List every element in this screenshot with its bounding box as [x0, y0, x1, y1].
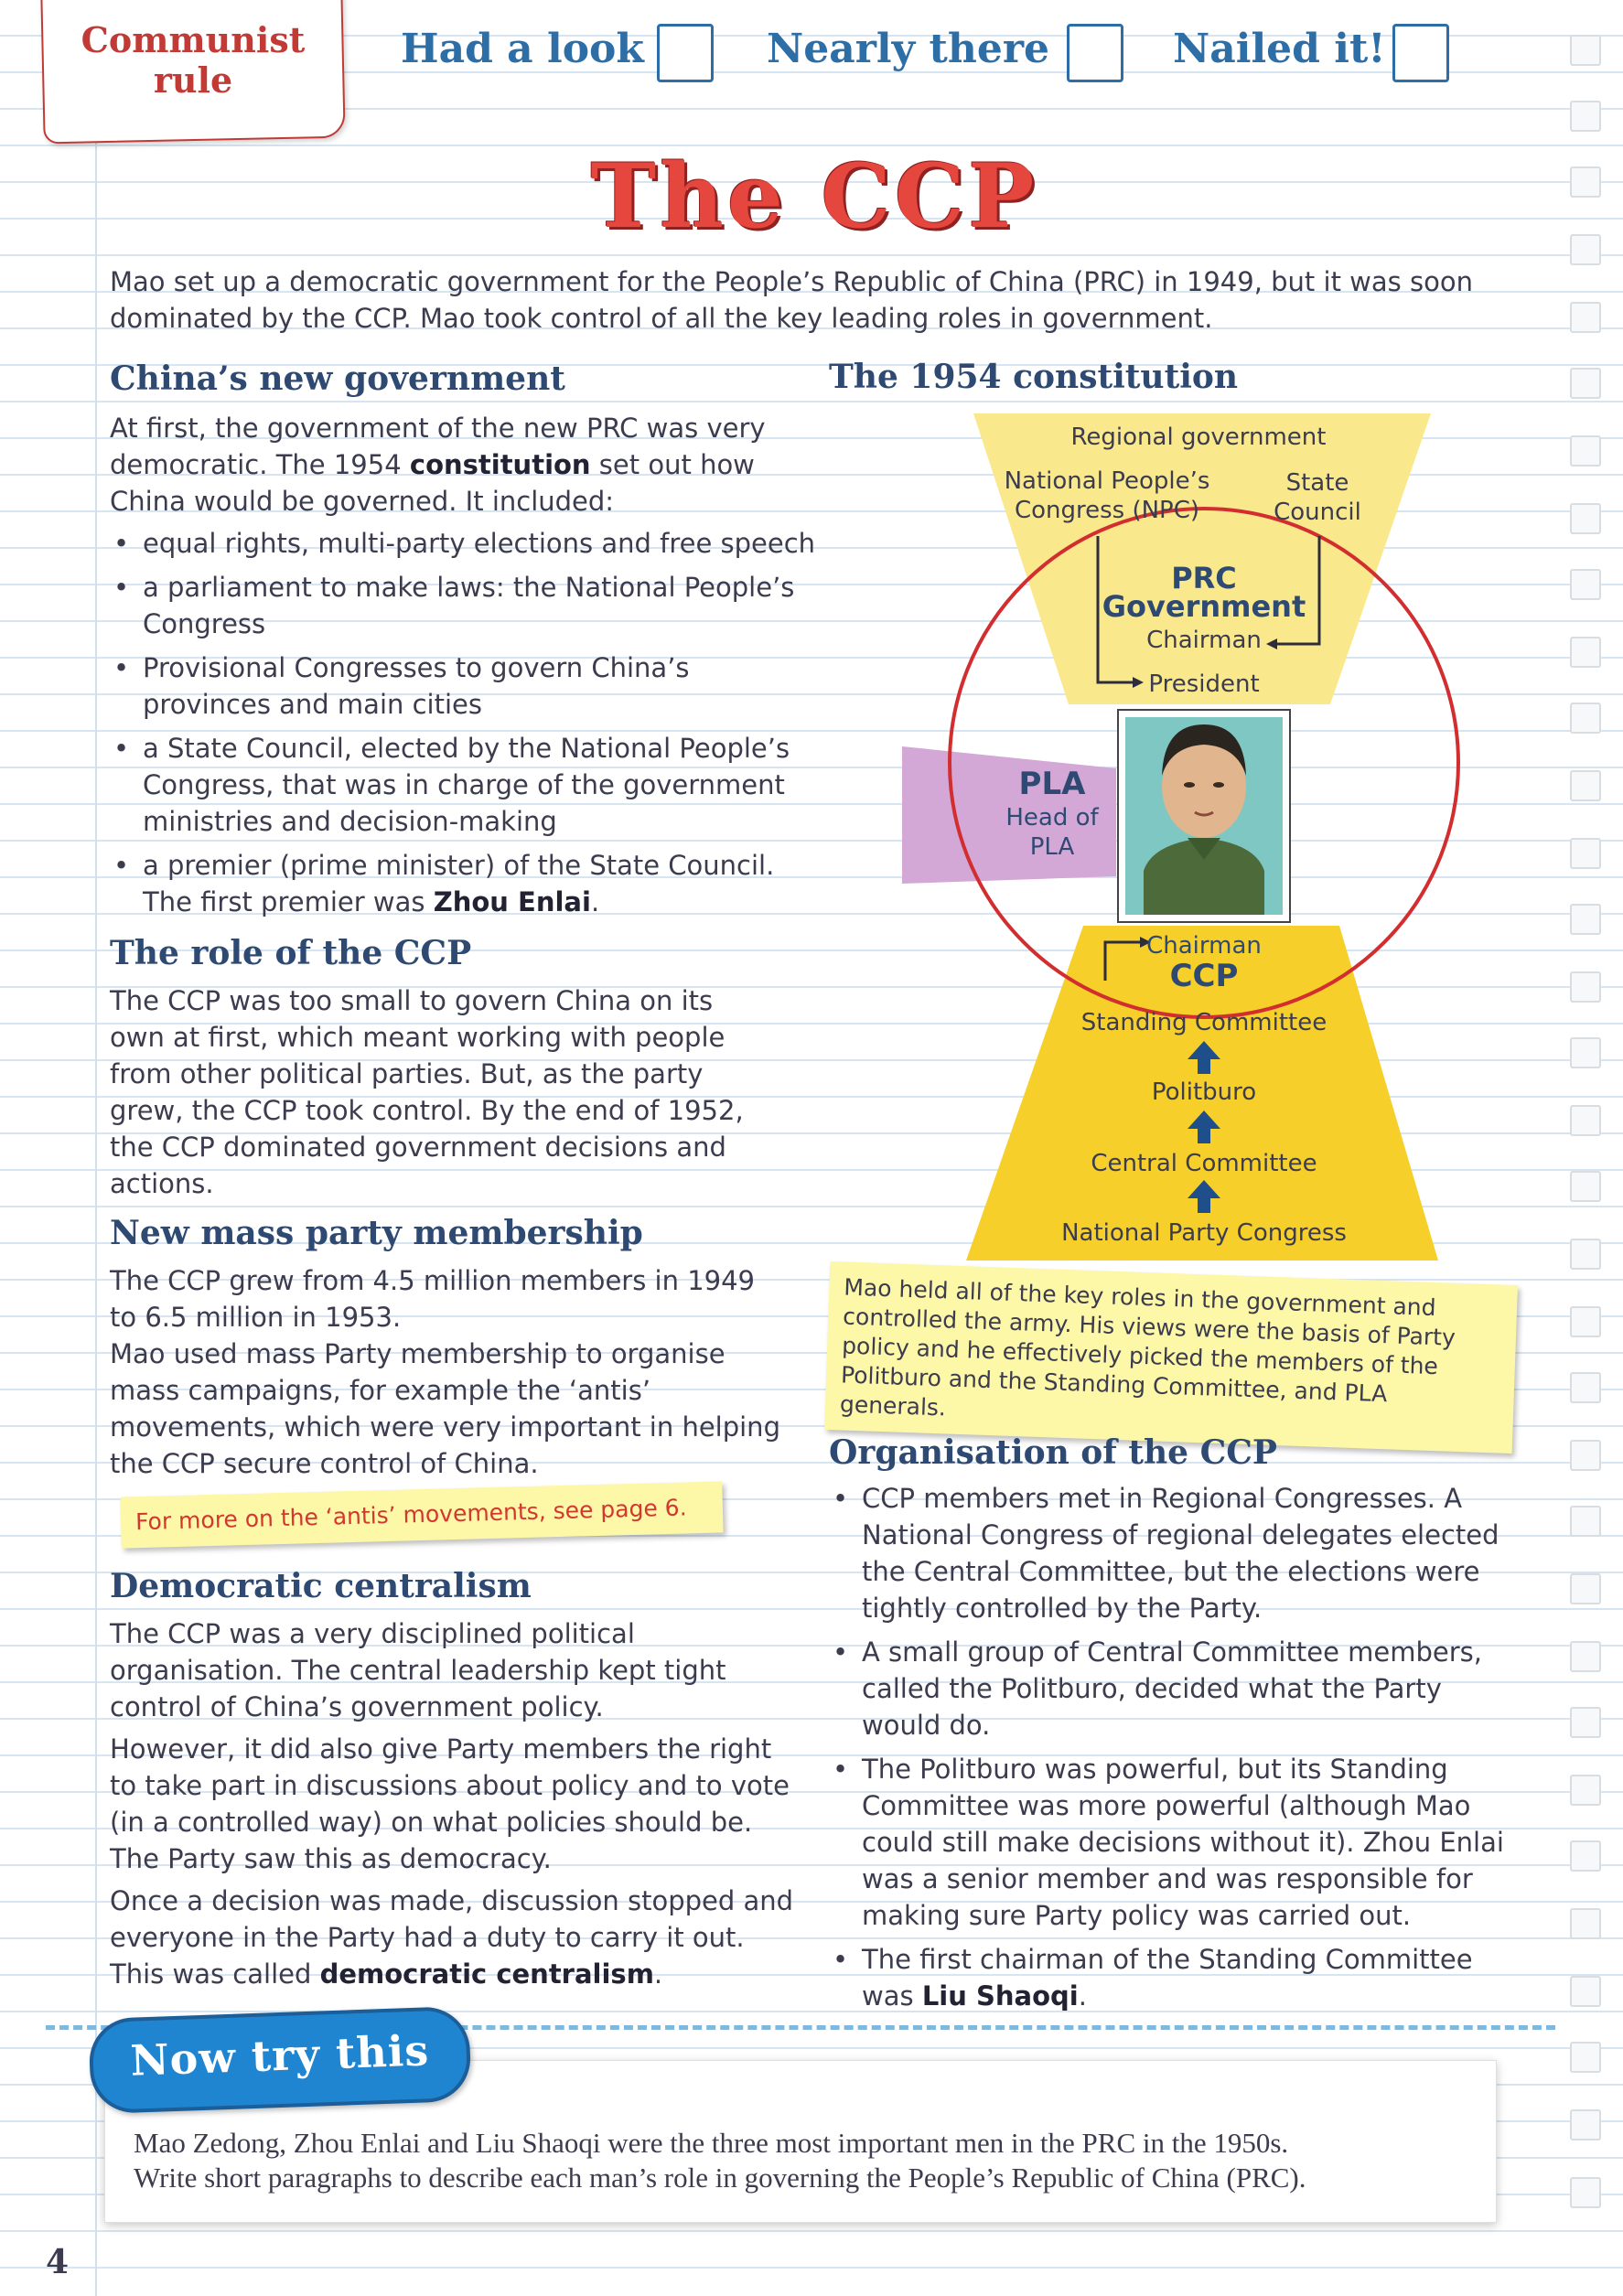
- role-of-ccp-text: The CCP was too small to govern China on its own at first, which meant working with people from other political parties. But, as the party grew, the CCP took control. By the end of 1952, the CCP dominated government decisions and actions.: [110, 985, 744, 1199]
- had-a-look-label: Had a look: [401, 26, 644, 72]
- mass-membership-para1: The CCP grew from 4.5 million members in 1949 to 6.5 million in 1953.: [110, 1265, 755, 1333]
- edge-box: [1570, 35, 1601, 66]
- new-government-intro: [110, 410, 823, 520]
- intro-paragraph: Mao set up a democratic government for the People’s Republic of China (PRC) in 1949, but it was soon dominated by the CCP. Mao took control of all the key leading roles in government.: [110, 266, 1473, 334]
- term-constitution: constitution: [409, 449, 591, 480]
- edge-box: [1570, 503, 1601, 534]
- edge-box: [1570, 234, 1601, 265]
- cross-reference-text: For more on the ‘antis’ movements, see page 6.: [134, 1494, 687, 1536]
- government-trapezoid: [973, 413, 1431, 704]
- label-central-committee: Central Committee: [1091, 1150, 1317, 1177]
- edge-box: [1570, 637, 1601, 668]
- edge-box: [1570, 435, 1601, 467]
- mass-membership-para2: Mao used mass Party membership to organise mass campaigns, for example the ‘antis’ movements, which were very important in helping the CCP secure control of China.: [110, 1338, 780, 1479]
- label-standing-committee: Standing Committee: [1080, 1009, 1327, 1036]
- now-try-this-label: Now try this: [129, 2025, 430, 2086]
- topic-tab-label: [42, 20, 344, 101]
- edge-box: [1570, 1707, 1601, 1738]
- topic-tab-line1: Communist: [81, 19, 306, 60]
- edge-box: [1570, 904, 1601, 935]
- list-item: [829, 1941, 1524, 2014]
- list-item: [110, 847, 823, 920]
- page-number: 4: [46, 2243, 70, 2281]
- now-try-this-text: [134, 2126, 1469, 2195]
- label-prc: PRC: [1171, 561, 1237, 595]
- portrait-mao-image: [1125, 717, 1283, 915]
- now-try-line2: Write short paragraphs to describe each man’s role in governing the People’s Republic of China (PRC).: [134, 2162, 1306, 2194]
- list-item: • CCP members met in Regional Congresses. A National Congress of regional delegates elected the Central Committee, but the elections were tightly controlled by the Party.: [829, 1480, 1524, 1626]
- label-npc: National People’s Congress (NPC): [1004, 467, 1210, 524]
- edge-box: [1570, 2177, 1601, 2208]
- text-span: .: [653, 1958, 663, 1990]
- text-span: a premier (prime minister) of the State Council. The first premier was: [143, 850, 775, 917]
- edge-box: [1570, 1506, 1601, 1537]
- now-try-this-badge: [88, 2006, 471, 2114]
- label-politburo: Politburo: [1151, 1078, 1257, 1106]
- edge-box: [1570, 2042, 1601, 2073]
- term-democratic-centralism: democratic centralism: [319, 1958, 654, 1990]
- label-regional-government: Regional government: [1070, 424, 1327, 451]
- organisation-bullet-list: [829, 1480, 1524, 2014]
- label-chairman-ccp: Chairman: [1146, 932, 1262, 960]
- edge-box: [1570, 838, 1601, 869]
- edge-box: [1570, 302, 1601, 333]
- constitution-bullet-list: [110, 525, 823, 920]
- nearly-there-checkbox[interactable]: [1067, 24, 1123, 82]
- edge-box: [1570, 2109, 1601, 2140]
- term-zhou-enlai: Zhou Enlai: [433, 886, 591, 917]
- text-span: .: [1078, 1980, 1087, 2012]
- label-ccp: CCP: [1169, 958, 1239, 994]
- margin-line: [95, 0, 97, 2296]
- text-span: .: [590, 886, 600, 917]
- list-item: • a State Council, elected by the National People’s Congress, that was in charge of the government ministries and decision-making: [110, 730, 823, 840]
- label-president: President: [1148, 671, 1260, 698]
- now-try-line1: Mao Zedong, Zhou Enlai and Liu Shaoqi were the three most important men in the PRC in the 1950s.: [134, 2127, 1289, 2159]
- edge-box: [1570, 1171, 1601, 1202]
- edge-box: [1570, 770, 1601, 801]
- mass-membership-text: [110, 1262, 787, 1482]
- nearly-there-label: Nearly there: [767, 26, 1049, 72]
- label-head-of-pla: Head of PLA: [1005, 804, 1099, 861]
- list-item: • A small group of Central Committee members, called the Politburo, decided what the Party would do.: [829, 1634, 1524, 1743]
- edge-box: [1570, 1306, 1601, 1337]
- heading-mass-membership: New mass party membership: [110, 1214, 643, 1252]
- edge-box: [1570, 101, 1601, 132]
- list-item: • equal rights, multi-party elections and free speech: [110, 525, 823, 562]
- edge-box: [1570, 1105, 1601, 1136]
- heading-1954-constitution: The 1954 constitution: [829, 358, 1239, 396]
- new-government-section: [110, 410, 823, 928]
- democratic-centralism-para3: [110, 1883, 805, 1992]
- edge-box: [1570, 1976, 1601, 2007]
- label-state-council: State Council: [1274, 469, 1361, 526]
- edge-box: [1570, 1239, 1601, 1270]
- democratic-centralism-text: [110, 1615, 805, 1992]
- nailed-it-checkbox[interactable]: [1392, 24, 1449, 82]
- edge-box: [1570, 1573, 1601, 1604]
- edge-box: [1570, 1840, 1601, 1872]
- text-span: Once a decision was made, discussion stopped and everyone in the Party had a duty to carry it out. This was called: [110, 1885, 794, 1990]
- list-item: • Provisional Congresses to govern China’s provinces and main cities: [110, 649, 823, 723]
- nailed-it-label: Nailed it!: [1173, 26, 1386, 72]
- heading-democratic-centralism: Democratic centralism: [110, 1567, 532, 1605]
- edge-box: [1570, 1440, 1601, 1471]
- edge-box: [1570, 368, 1601, 399]
- organisation-section: [829, 1480, 1524, 2022]
- label-prc-government: Government: [1102, 589, 1306, 624]
- list-item: • The Politburo was powerful, but its Standing Committee was more powerful (although Mao could still make decisions without it). Zhou Enlai was a senior member and was responsible for making sure Party policy was carried out.: [829, 1751, 1524, 1934]
- page-title: The CCP: [590, 145, 1038, 248]
- edge-box: [1570, 1372, 1601, 1403]
- edge-box: [1570, 1641, 1601, 1672]
- label-pla: PLA: [1018, 766, 1086, 802]
- label-chairman-government: Chairman: [1146, 627, 1262, 654]
- edge-box: [1570, 1037, 1601, 1068]
- had-a-look-checkbox[interactable]: [657, 24, 714, 82]
- text-span: At first, the government of the new PRC was very democratic. The 1954: [110, 413, 766, 480]
- term-liu-shaoqi: Liu Shaoqi: [921, 1980, 1079, 2012]
- text-span: The first chairman of the Standing Committee was: [862, 1944, 1473, 2012]
- constitution-diagram: [878, 402, 1464, 1262]
- edge-box: [1570, 1775, 1601, 1806]
- edge-box: [1570, 971, 1601, 1003]
- list-item: • a parliament to make laws: the National People’s Congress: [110, 569, 823, 642]
- edge-box: [1570, 166, 1601, 198]
- topic-tab-line2: rule: [153, 59, 233, 101]
- label-national-party-congress: National Party Congress: [1061, 1219, 1347, 1247]
- mao-roles-caption-note: Mao held all of the key roles in the government and controlled the army. His views were the basis of Party policy and he effectively picked the members of the Politburo and the Standing Committee, and PLA generals.: [824, 1261, 1518, 1454]
- heading-role-of-ccp: The role of the CCP: [110, 934, 472, 972]
- heading-organisation-ccp: Organisation of the CCP: [829, 1433, 1277, 1472]
- antis-cross-reference-note: [120, 1481, 723, 1548]
- heading-new-government: China’s new government: [110, 359, 565, 398]
- text-span: set out how China would be governed. It included:: [110, 449, 755, 517]
- democratic-centralism-para1: The CCP was a very disciplined political organisation. The central leadership kept tight control of China’s government policy.: [110, 1618, 726, 1722]
- democratic-centralism-para2: However, it did also give Party members the right to take part in discussions about policy and to vote (in a controlled way) on what policies should be. The Party saw this as democracy.: [110, 1733, 790, 1874]
- edge-box: [1570, 1908, 1601, 1939]
- edge-box: [1570, 569, 1601, 600]
- edge-box: [1570, 703, 1601, 734]
